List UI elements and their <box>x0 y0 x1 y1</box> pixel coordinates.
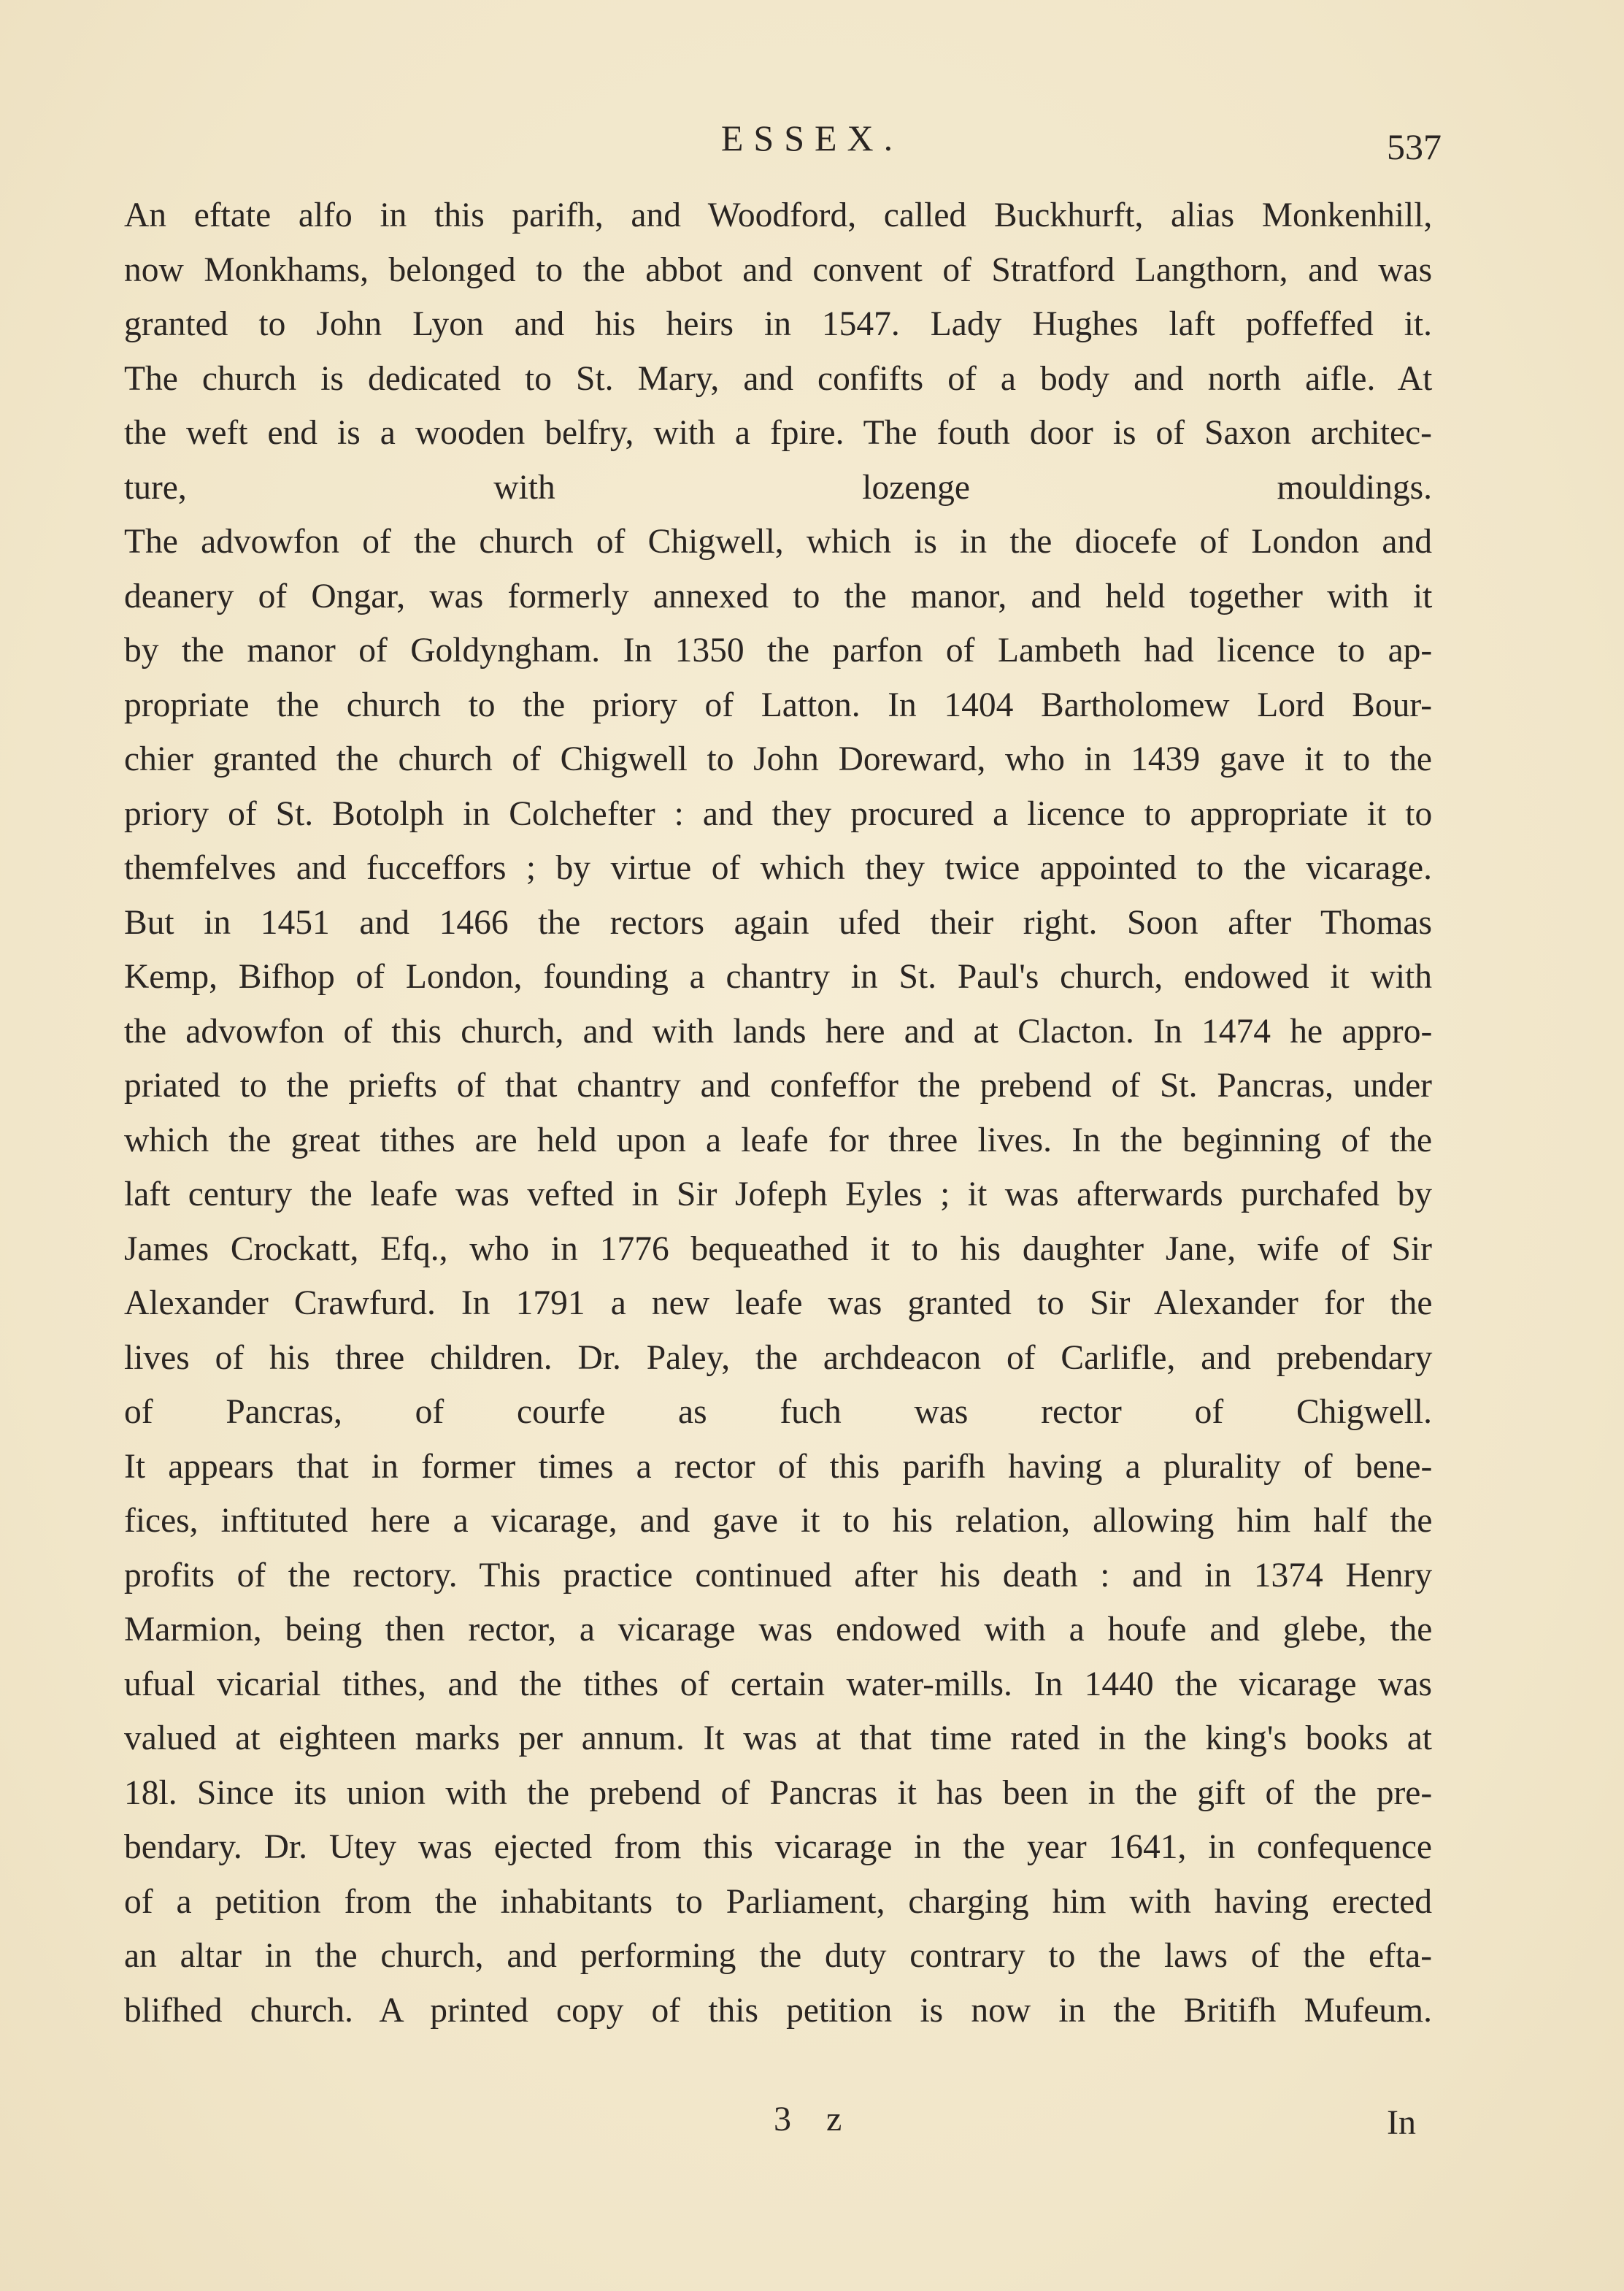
text-line: granted to John Lyon and his heirs in 1547. Lady Hughes laft poffeffed it. <box>124 305 1432 343</box>
text-line: Alexander Crawfurd. In 1791 a new leafe was granted to Sir Alexander for the <box>124 1284 1433 1322</box>
text-line: fices, inftituted here a vicarage, and gave it to his relation, allowing him half the <box>124 1502 1433 1540</box>
paragraph-vicarage <box>124 1440 1432 2038</box>
text-line: which the great tithes are held upon a leafe for three lives. In the beginning of the <box>124 1121 1433 1159</box>
catchword: In <box>1387 2103 1416 2142</box>
text-line: by the manor of Goldyngham. In 1350 the parfon of Lambeth had licence to ap- <box>124 632 1433 669</box>
text-line: laft century the leafe was vefted in Sir Jofeph Eyles ; it was afterwards purchafed by <box>124 1175 1432 1213</box>
text-line: propriate the church to the priory of Latton. In 1404 Bartholomew Lord Bour- <box>124 686 1433 724</box>
body-text <box>124 188 1432 2038</box>
text-line: But in 1451 and 1466 the rectors again ufed their right. Soon after Thomas <box>124 903 1432 942</box>
text-line: priory of St. Botolph in Colchefter : and they procured a licence to appropriate it to <box>124 794 1433 833</box>
text-line: An eftate alfo in this parifh, and Woodford, called Buckhurft, alias Monkenhill, <box>124 196 1433 234</box>
text-line: The advowfon of the church of Chigwell, which is in the diocefe of London and <box>124 523 1432 561</box>
text-line: lives of his three children. Dr. Paley, the archdeacon of Carlifle, and prebendary <box>124 1338 1433 1377</box>
text-line: Kemp, Bifhop of London, founding a chantry in St. Paul's church, endowed it with <box>124 958 1432 996</box>
text-line: bendary. Dr. Utey was ejected from this vicarage in the year 1641, in confequence <box>124 1828 1432 1866</box>
text-line: James Crockatt, Efq., who in 1776 bequeathed it to his daughter Jane, wife of Sir <box>124 1229 1432 1268</box>
text-line: 18l. Since its union with the prebend of Pancras it has been in the gift of the pre- <box>124 1773 1433 1812</box>
text-line: an altar in the church, and performing the duty contrary to the laws of the efta- <box>124 1937 1433 1975</box>
text-line: the advowfon of this church, and with lands here and at Clacton. In 1474 he appro- <box>124 1012 1433 1051</box>
text-line: profits of the rectory. This practice continued after his death : and in 1374 Henry <box>124 1556 1433 1595</box>
signature-mark: 3 z <box>774 2100 855 2138</box>
text-line: priated to the priefts of that chantry and confeffor the prebend of St. Pancras, under <box>124 1067 1432 1105</box>
text-line: ture, with lozenge mouldings. <box>124 468 1432 507</box>
page-number: 537 <box>1387 126 1442 167</box>
text-line: now Monkhams, belonged to the abbot and convent of Stratford Langthorn, and was <box>124 250 1433 289</box>
text-line: of a petition from the inhabitants to Parliament, charging him with having erected <box>124 1882 1432 1921</box>
text-line: of Pancras, of courfe as fuch was rector of Chigwell. <box>124 1393 1432 1431</box>
text-line: It appears that in former times a rector of this parifh having a plurality of bene- <box>124 1447 1433 1486</box>
text-line: blifhed church. A printed copy of this petition is now in the Britifh Mufeum. <box>124 1991 1432 2030</box>
text-line: valued at eighteen marks per annum. It was at that time rated in the king's books at <box>124 1719 1432 1757</box>
text-line: The church is dedicated to St. Mary, and confifts of a body and north aifle. At <box>124 359 1433 398</box>
text-line: chier granted the church of Chigwell to John Doreward, who in 1439 gave it to the <box>124 740 1432 778</box>
paragraph-church-description <box>124 352 1432 515</box>
text-line: the weft end is a wooden belfry, with a fpire. The fouth door is of Saxon architec- <box>124 414 1432 452</box>
paragraph-buckhurst-estate <box>124 188 1432 352</box>
text-line: Marmion, being then rector, a vicarage was endowed with a houfe and glebe, the <box>124 1611 1433 1649</box>
text-line: deanery of Ongar, was formerly annexed to the manor, and held together with it <box>124 577 1433 615</box>
running-head: ESSEX. <box>720 118 904 158</box>
text-line: themfelves and fucceffors ; by virtue of which they twice appointed to the vicarage. <box>124 849 1432 887</box>
text-line: ufual vicarial tithes, and the tithes of certain water-mills. In 1440 the vicarage was <box>124 1665 1433 1703</box>
paragraph-advowson <box>124 515 1432 1440</box>
